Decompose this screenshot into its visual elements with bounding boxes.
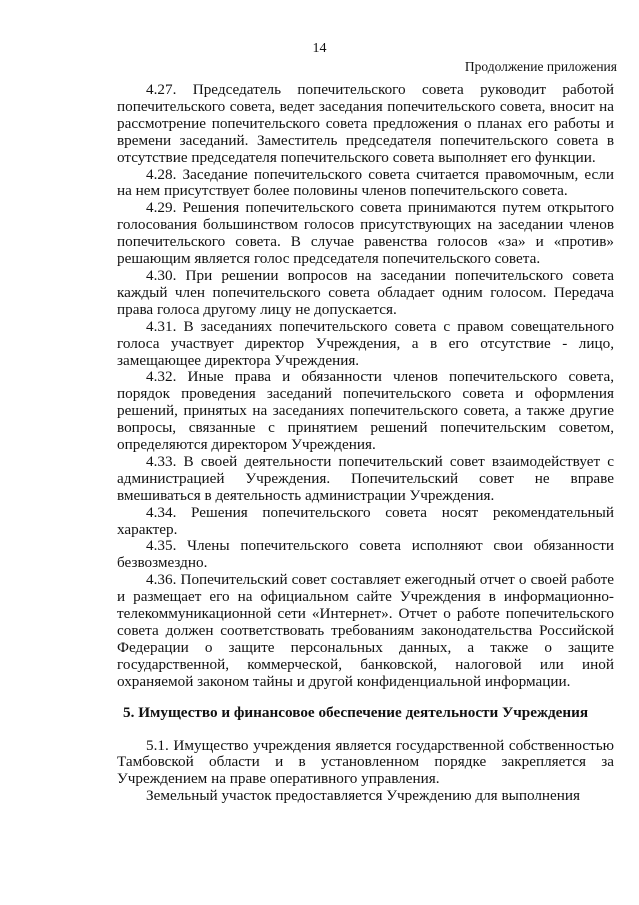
paragraph-4-36: 4.36. Попечительский совет составляет ежегодный отчет о своей работе и размещает его на официальном сайте Учреждения в информационно-телекоммуникационной сети «Интернет». Отчет о работе попечительского совета должен соответствовать требованиям законодательства Российской Федерации о защите персональных данных, а также о защите государственной, коммерческой, банковской, налоговой или иной охраняемой законом тайны и другой конфиденциальной информации. [117,571,614,690]
page-number: 14 [312,41,327,56]
paragraph-4-27: 4.27. Председатель попечительского совета руководит работой попечительского совета, ведет заседания попечительского совета, вносит на рассмотрение попечительского совета предложения о планах его работы и времени заседаний. Заместитель председателя попечительского совета в отсутствие председателя попечительского совета выполняет его функции. [117,81,614,166]
paragraph-land-plot: Земельный участок предоставляется Учреждению для выполнения [146,787,581,805]
paragraph-4-32: 4.32. Иные права и обязанности членов попечительского совета, порядок проведения заседаний попечительского совета и оформления решений, принятых на заседаниях попечительского совета, а также другие вопросы, связанные с принятием решений попечительским советом, определяются директором Учреждения. [117,368,614,454]
paragraph-4-28: 4.28. Заседание попечительского совета считается правомочным, если на нем присутствует более половины членов попечительского совета. [117,165,614,200]
paragraph-4-33: 4.33. В своей деятельности попечительский совет взаимодействует с администрацией Учреждения. Попечительский совет не вправе вмешиваться в деятельность администрации Учреждения. [117,452,614,504]
paragraph-4-34: 4.34. Решения попечительского совета носят рекомендательный характер. [117,503,614,538]
paragraph-4-31: 4.31. В заседаниях попечительского совета с правом совещательного голоса участвует директор Учреждения, а в его отсутствие - лицо, замещающее директора Учреждения. [117,317,614,369]
appendix-continuation-note: Продолжение приложения [464,59,617,74]
paragraph-4-29: 4.29. Решения попечительского совета принимаются путем открытого голосования большинством голосов присутствующих на заседании членов попечительского совета. В случае равенства голосов «за» и «против» решающим является голос председателя попечительского совета. [117,199,614,268]
document-body [117,82,614,805]
paragraph-5-1: 5.1. Имущество учреждения является государственной собственностью Тамбовской области и в установленном порядке закрепляется за Учреждением на праве оперативного управления. [117,736,614,788]
section-5-heading: 5. Имущество и финансовое обеспечение деятельности Учреждения [123,703,589,721]
paragraph-4-35: 4.35. Члены попечительского совета исполняют свои обязанности безвозмездно. [117,537,614,572]
paragraph-4-30: 4.30. При решении вопросов на заседании попечительского совета каждый член попечительского совета обладает одним голосом. Передача права голоса другому лицу не допускается. [117,266,614,318]
